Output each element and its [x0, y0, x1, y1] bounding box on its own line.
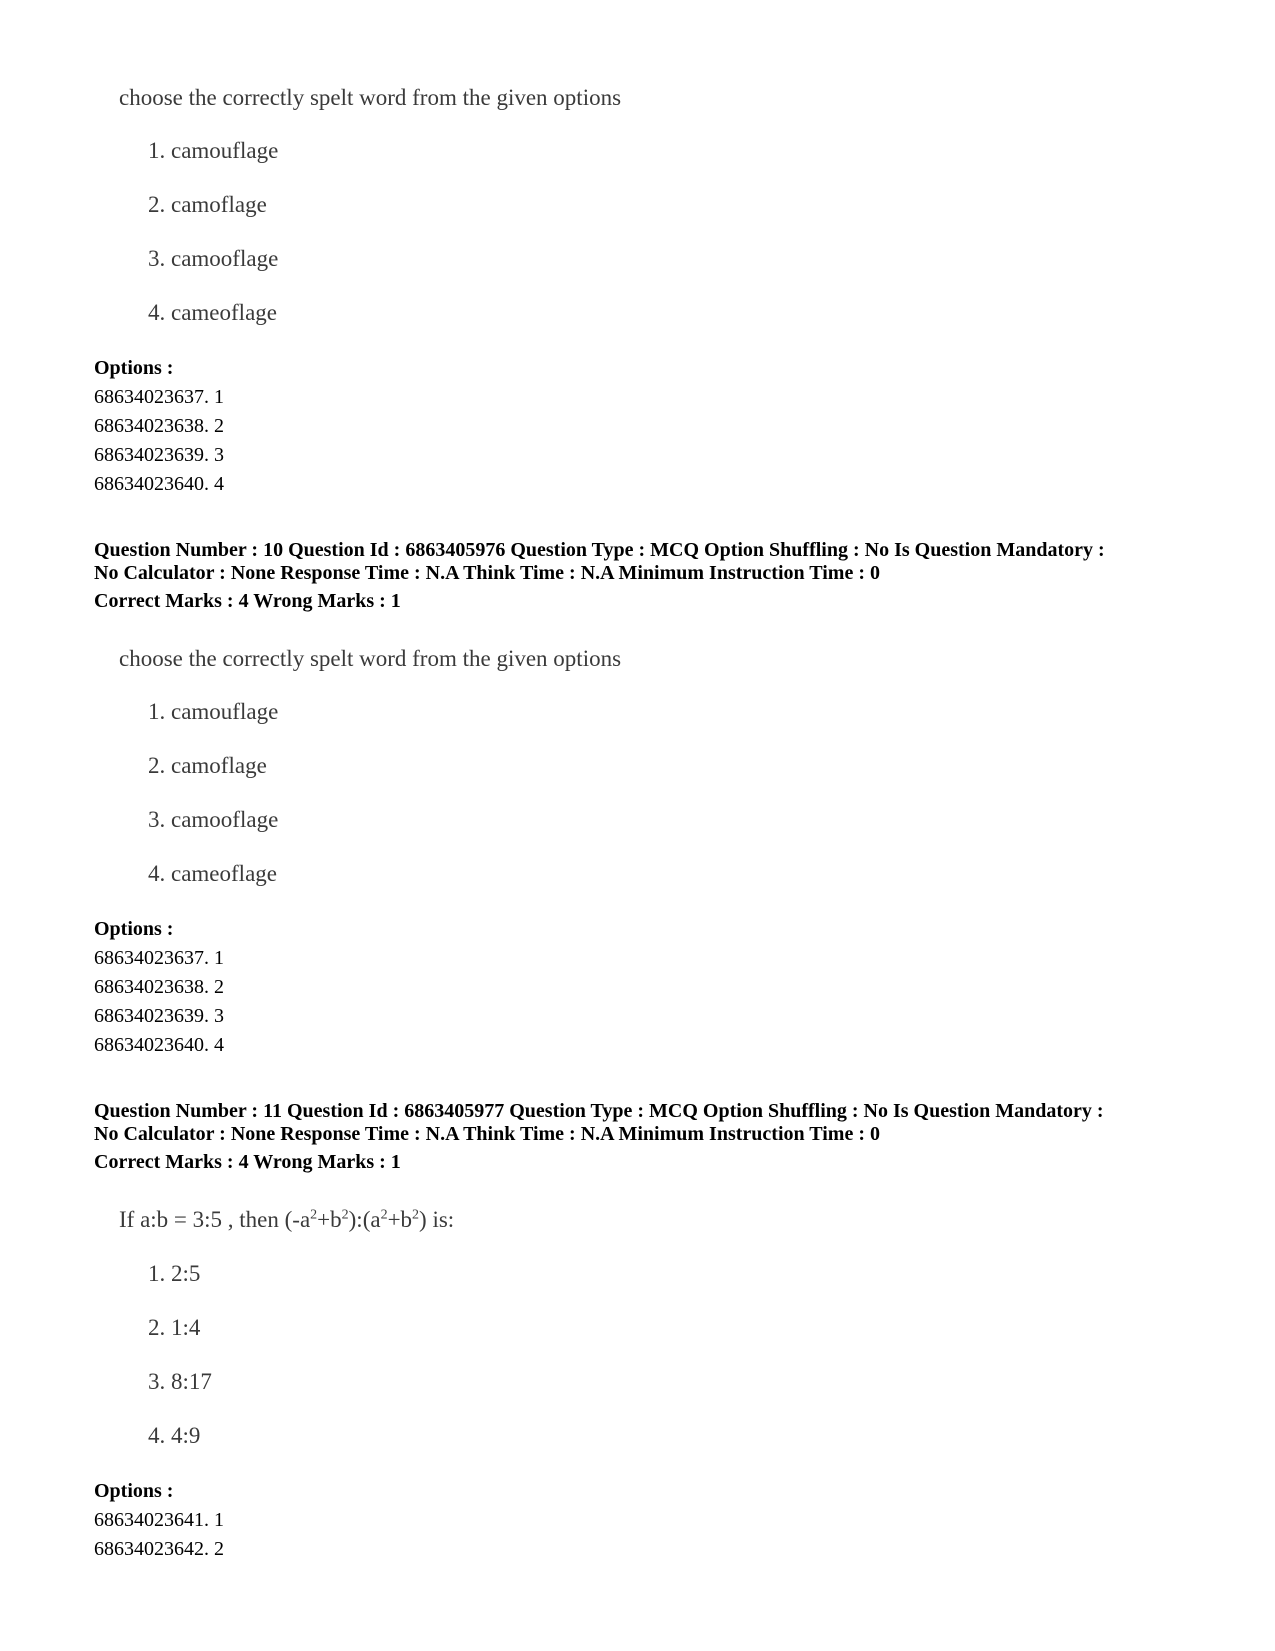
superscript: 2 [380, 1207, 388, 1223]
superscript: 2 [412, 1207, 420, 1223]
question-text [119, 1208, 454, 1231]
option-id-row: 68634023639. 3 [94, 444, 224, 466]
choice-2: 2. 1:4 [148, 1315, 201, 1340]
choice-1: 1. camouflage [148, 138, 279, 163]
question-meta-line: No Calculator : None Response Time : N.A Think Time : N.A Minimum Instruction Time : 0 [94, 1123, 880, 1145]
superscript: 2 [341, 1207, 349, 1223]
option-id-row: 68634023640. 4 [94, 1034, 224, 1056]
option-id-row: 68634023640. 4 [94, 473, 224, 495]
marks-line: Correct Marks : 4 Wrong Marks : 1 [94, 590, 401, 612]
choice-1: 1. 2:5 [148, 1261, 201, 1286]
choice-2: 2. camoflage [148, 753, 267, 778]
choice-1: 1. camouflage [148, 699, 279, 724]
choice-2: 2. camoflage [148, 192, 267, 217]
choice-3: 3. 8:17 [148, 1369, 212, 1394]
choice-3: 3. camooflage [148, 807, 279, 832]
question-text-part: ):(a [348, 1207, 381, 1232]
option-id-row: 68634023637. 1 [94, 947, 224, 969]
superscript: 2 [310, 1207, 318, 1223]
choice-4: 4. cameoflage [148, 861, 277, 886]
choice-3: 3. camooflage [148, 246, 279, 271]
question-text-part: +b [387, 1207, 413, 1232]
option-id-row: 68634023641. 1 [94, 1509, 224, 1531]
marks-line: Correct Marks : 4 Wrong Marks : 1 [94, 1151, 401, 1173]
options-label: Options : [94, 918, 174, 940]
option-id-row: 68634023638. 2 [94, 415, 224, 437]
question-meta-line: Question Number : 11 Question Id : 6863405977 Question Type : MCQ Option Shuffling : No Is Question Mandatory : [94, 1100, 1104, 1122]
question-meta-line: Question Number : 10 Question Id : 6863405976 Question Type : MCQ Option Shuffling : No Is Question Mandatory : [94, 539, 1105, 561]
option-id-row: 68634023638. 2 [94, 976, 224, 998]
choice-4: 4. 4:9 [148, 1423, 201, 1448]
question-text-part: If a:b = 3:5 , then (-a [119, 1207, 311, 1232]
question-meta-line: No Calculator : None Response Time : N.A Think Time : N.A Minimum Instruction Time : 0 [94, 562, 880, 584]
option-id-row: 68634023637. 1 [94, 386, 224, 408]
question-text: choose the correctly spelt word from the given options [119, 85, 622, 110]
question-text-part: ) is: [419, 1207, 455, 1232]
choice-4: 4. cameoflage [148, 300, 277, 325]
question-text-part: +b [317, 1207, 342, 1232]
options-label: Options : [94, 357, 174, 379]
option-id-row: 68634023642. 2 [94, 1538, 224, 1560]
options-label: Options : [94, 1480, 174, 1502]
option-id-row: 68634023639. 3 [94, 1005, 224, 1027]
question-text: choose the correctly spelt word from the given options [119, 646, 622, 671]
